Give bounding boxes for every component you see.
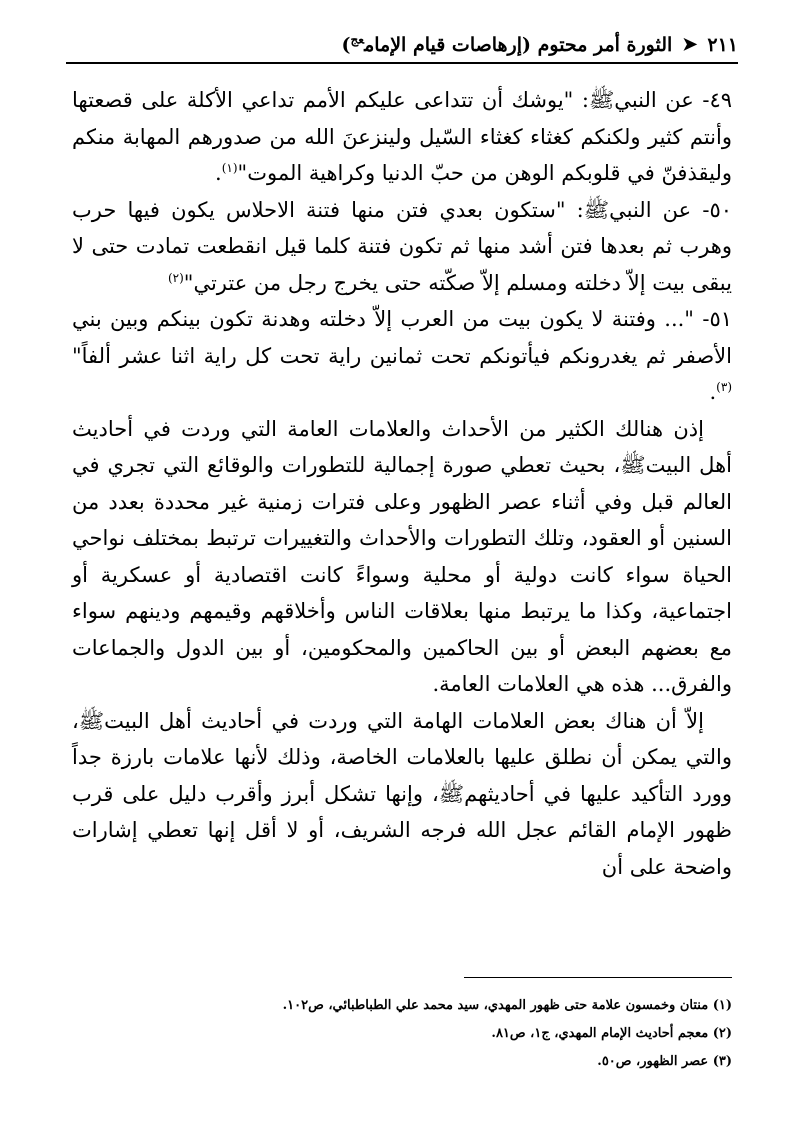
footnote-3: (٣) عصر الظهور، ص٥٠. (597, 1054, 732, 1069)
title-honorific: عج (350, 32, 365, 47)
footnotes (72, 992, 732, 1076)
footnote-ref-1: (١) (221, 161, 238, 175)
chapter-title: الثورة أمر محتوم (إرهاصات قيام الإمام$^{عج}$) (341, 32, 673, 56)
paragraph-hadith-49: ٤٩- عن النبيﷺ: "يوشك أن تتداعى عليكم الأمم تداعي الأكلة على قصعتها وأنتم كثير ولكنكم كغثاء كغثاء السّيل ولينزعنَ الله من صدورهم المهابة منكم وليقذفنّ في قلوبكم الوهن من حبّ الدنيا وكراهية الموت"$^{(١)}$. (72, 88, 732, 185)
arrow-left-icon: ➤ (682, 34, 698, 55)
paragraph-hadith-50: ٥٠- عن النبيﷺ: "ستكون بعدي فتن منها فتنة الاحلاس يكون فيها حرب وهرب ثم بعدها فتن أشد منها ثم تكون فتنة كلما قيل انقطعت تمادت حتى لا يبقى بيت إلاّ دخلته ومسلم إلاّ صكّته حتى يخرج رجل من عترتي"$^{(٢)}$ (72, 197, 732, 295)
running-header (66, 30, 738, 60)
footnote-1: (١) منتان وخمسون علامة حتى ظهور المهدي، سيد محمد علي الطباطبائي، ص١٠٢. (282, 998, 732, 1013)
paragraph-general-signs: إذن هنالك الكثير من الأحداث والعلامات العامة التي وردت في أحاديث أهل البيتﷺ، بحيث تعطي صورة إجمالية للتطورات والوقائع التي تجري في العالم قبل وفي أثناء عصر الظهور وعلى فترات زمنية غير محددة بعدد من السنين أو العقود، وتلك التطورات والأحداث والتغييرات ترتبط بمختلف نواحي الحياة سواء كانت دولية أو محلية وسواءً كانت اقتصادية أو عسكرية أو اجتماعية، وكذا ما يرتبط منها بعلاقات الناس وأخلاقهم وقيمهم ودينهم سواء مع بعضهم البعض أو بين الحاكمين والمحكومين، أو بين الدول والجماعات والفرق... هذه هي العلامات العامة. (72, 416, 732, 696)
paragraph-special-signs: إلاّ أن هناك بعض العلامات الهامة التي وردت في أحاديث أهل البيتﷺ، والتي يمكن أن نطلق عليها بالعلامات الخاصة، وذلك لأنها علامات بارزة جداً وورد التأكيد عليها في أحاديثهمﷺ، وإنها تشكل أبرز وأقرب دليل على قرب ظهور الإمام القائم عجل الله فرجه الشريف، أو لا أقل إنها تعطي إشارات واضحة على أن (72, 708, 732, 879)
paragraph-hadith-51: ٥١- "... وفتنة لا يكون بيت من العرب إلاّ دخلته وهدنة تكون بينكم وبين بني الأصفر ثم يغدرونكم فيأتونكم تحت ثمانين راية تحت كل راية اثنا عشر ألفاً"$^{(٣)}$. (72, 307, 732, 404)
page-number: ٢١١ (707, 34, 738, 56)
footnote-ref-3: (٣) (716, 380, 732, 394)
header-rule (66, 62, 738, 64)
footnote-ref-2: (٢) (167, 270, 184, 285)
body-text (72, 82, 732, 885)
footnote-2: (٢) معجم أحاديث الإمام المهدي، ج١، ص٨١. (491, 1026, 732, 1041)
footnote-rule (464, 977, 732, 978)
